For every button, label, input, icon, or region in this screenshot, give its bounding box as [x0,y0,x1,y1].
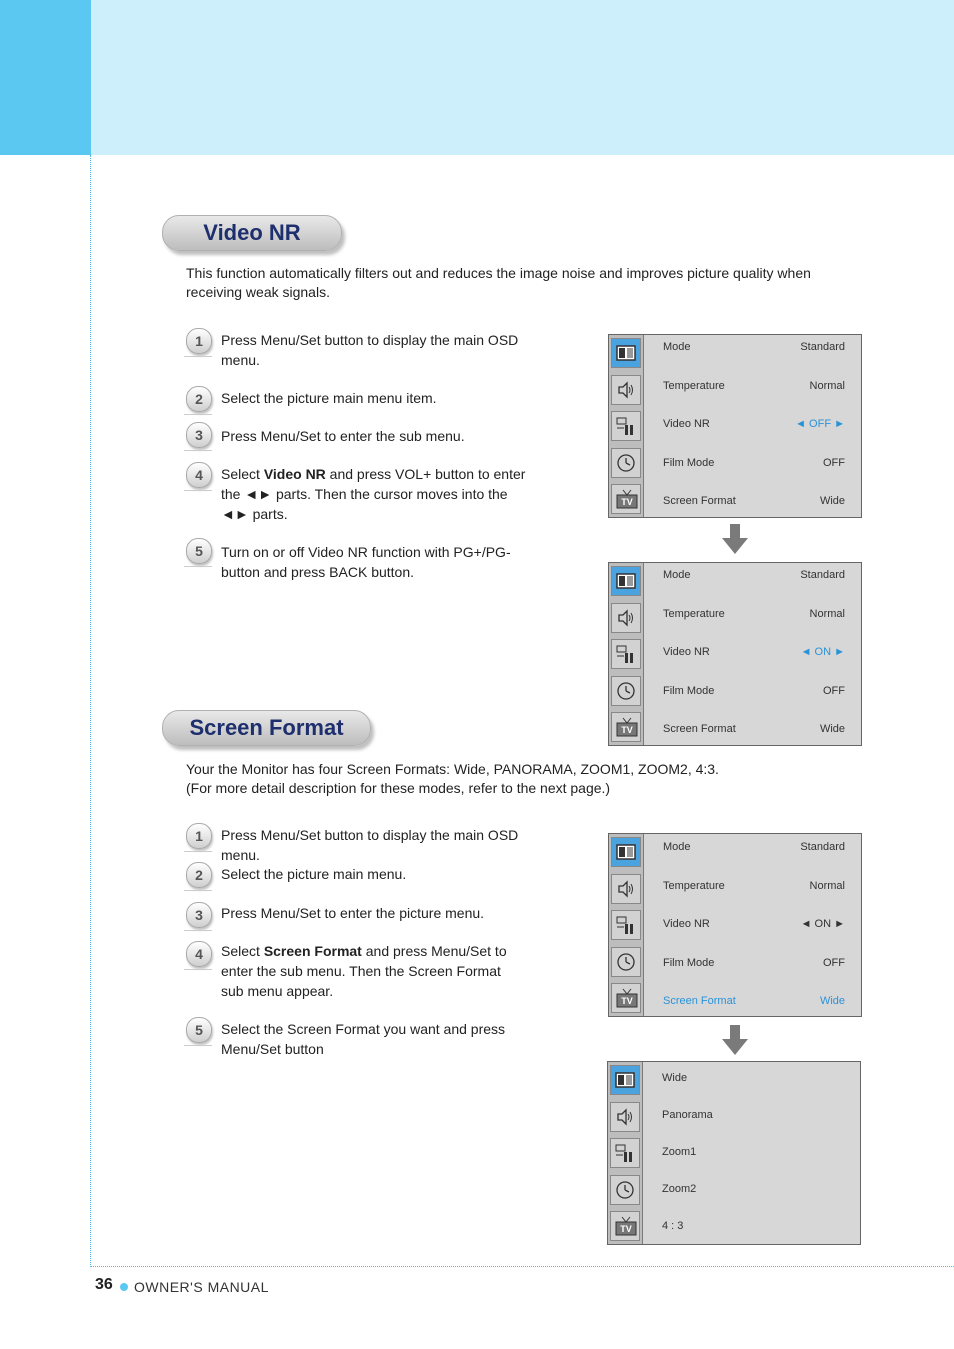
step-text: Select the Screen Format you want and press Menu/Set button [221,1021,506,1057]
osd-row [663,418,845,430]
osd-row-value: Normal [809,607,845,620]
section-title-screen-format [162,710,371,746]
step-text-part: and press VOL+ button to enter the ◄► parts. Then the cursor moves into the ◄► parts. [221,466,526,522]
step-number: 2 [186,386,212,412]
timer-icon [610,1175,640,1205]
margin-rule [90,155,91,1267]
osd-row-value: OFF [823,684,845,697]
svg-text:TV: TV [620,1224,632,1234]
step-underline [184,490,212,491]
step-text-part: Select [221,466,264,482]
tv-icon [611,484,641,514]
step-number: 1 [186,823,212,849]
setup-icon [610,1138,640,1168]
step-underline [184,890,212,891]
osd-row-value: OFF [823,956,845,969]
step-text: Press Menu/Set button to display the main OSD menu. [221,827,519,863]
osd-row-label: Panorama [662,1109,713,1121]
section-title-text: Screen Format [189,715,344,740]
video-nr-intro: This function automatically filters out and reduces the image noise and improves picture quality when receiving weak signals. [186,265,811,300]
osd-menu-1 [608,334,862,518]
svg-text:TV: TV [621,725,633,735]
step-text [221,464,526,524]
osd-row-label: Screen Format [663,495,736,507]
osd-row [663,995,845,1007]
step-text [221,941,511,1001]
osd-row-value: OFF [823,456,845,469]
setup-icon [611,639,641,669]
osd-row-value: ◄ ON ► [800,918,845,930]
picture-icon [611,837,641,867]
tv-icon [610,1211,640,1241]
osd-row-value: Standard [800,569,845,581]
osd-row-label: Mode [663,841,691,853]
sound-icon [611,603,641,633]
osd-row-value: Wide [819,495,845,507]
step-text: Press Menu/Set to enter the sub menu. [221,428,465,444]
picture-icon [611,566,641,596]
step-underline [184,1045,212,1046]
osd-row [662,1183,844,1195]
step-number: 3 [186,422,212,448]
step-underline [184,851,212,852]
step-text-part: and press Menu/Set to enter the sub menu. Then the Screen Format sub menu appear. [221,943,507,999]
osd-row [663,918,845,930]
step-text: Press Menu/Set button to display the main OSD menu. [221,332,519,368]
bullet-dot [120,1283,128,1291]
osd-menu-3 [608,833,862,1017]
sound-icon [611,874,641,904]
osd-row-value: Standard [800,341,845,353]
step-underline [184,356,212,357]
osd-icon-column [609,563,644,745]
osd-row [663,646,845,658]
osd-row-value: ◄ OFF ► [795,418,845,430]
timer-icon [611,448,641,478]
step-underline [184,414,212,415]
step-number: 5 [186,538,212,564]
sound-icon [611,375,641,405]
osd-row-label: Screen Format [663,723,736,735]
osd-row-label: Mode [663,341,691,353]
osd-row [663,880,845,892]
section-title-text: Video NR [203,220,301,245]
osd-icon-column [609,335,644,517]
osd-row-value: Normal [809,379,845,392]
osd-row-label: Video NR [663,918,710,930]
osd-row-label: Temperature [663,607,725,620]
osd-row [663,569,845,581]
picture-icon [611,338,641,368]
osd-row-label: Film Mode [663,456,715,469]
osd-row-label: Video NR [663,646,710,658]
osd-row [663,957,845,969]
step-underline [184,930,212,931]
page-number: 36 [95,1276,113,1293]
step-text: Select the picture main menu item. [221,390,437,406]
sound-icon [610,1102,640,1132]
step-text: Select the picture main menu. [221,866,407,882]
timer-icon [611,947,641,977]
step-number: 3 [186,902,212,928]
osd-row [663,685,845,697]
down-arrow-icon [722,524,748,556]
step-number: 4 [186,462,212,488]
osd-row-value: Normal [809,879,845,892]
section-title-video-nr [162,215,342,251]
osd-row-label: Screen Format [663,995,736,1007]
step-underline [184,566,212,567]
setup-icon [611,910,641,940]
osd-row-label: 4 : 3 [662,1220,684,1232]
down-arrow-icon [722,1025,748,1057]
osd-row-label: Video NR [663,418,710,430]
tv-icon [611,983,641,1013]
step-underline [184,969,212,970]
osd-row-label: Temperature [663,879,725,892]
step-text-part: Select [221,943,264,959]
tv-icon [611,712,641,742]
osd-row-label: Wide [662,1072,688,1084]
step-text: Turn on or off Video NR function with PG+/PG- button and press BACK button. [221,544,511,580]
osd-icon-column [609,834,644,1016]
osd-row-value: Standard [800,841,845,853]
osd-menu-4 [607,1061,861,1245]
osd-row-value: Wide [819,995,845,1007]
osd-row-label: Zoom1 [662,1146,697,1158]
step-number: 5 [186,1017,212,1043]
screen-format-intro-2: (For more detail description for these modes, refer to the next page.) [186,780,611,796]
step-underline [184,450,212,451]
osd-row [663,380,845,392]
osd-row-label: Film Mode [663,684,715,697]
osd-row [663,841,845,853]
step-text-bold: Video NR [263,466,326,482]
osd-row-value: Wide [819,723,845,735]
header-band [91,0,954,155]
setup-icon [611,411,641,441]
osd-row [663,457,845,469]
footer-label: OWNER'S MANUAL [134,1279,269,1295]
osd-row [662,1146,844,1158]
osd-row-label: Zoom2 [662,1183,697,1195]
svg-text:TV: TV [621,996,633,1006]
osd-row [663,495,845,507]
osd-row-label: Mode [663,569,691,581]
osd-row-value: ◄ ON ► [800,646,845,658]
timer-icon [611,676,641,706]
osd-icon-column [608,1062,643,1244]
osd-row-label: Film Mode [663,956,715,969]
osd-row [663,341,845,353]
osd-row-label: Temperature [663,379,725,392]
step-number: 2 [186,862,212,888]
osd-row [663,723,845,735]
osd-row [662,1109,844,1121]
picture-icon [610,1065,640,1095]
footer-rule [90,1266,954,1267]
osd-row [663,608,845,620]
osd-row [662,1072,844,1084]
step-text-bold: Screen Format [263,943,362,959]
osd-menu-2 [608,562,862,746]
osd-row [662,1220,844,1232]
svg-text:TV: TV [621,497,633,507]
corner-accent [0,0,91,155]
step-number: 4 [186,941,212,967]
step-text: Press Menu/Set to enter the picture menu. [221,905,485,921]
screen-format-intro-1: Your the Monitor has four Screen Formats: Wide, PANORAMA, ZOOM1, ZOOM2, 4:3. [186,761,719,777]
step-number: 1 [186,328,212,354]
